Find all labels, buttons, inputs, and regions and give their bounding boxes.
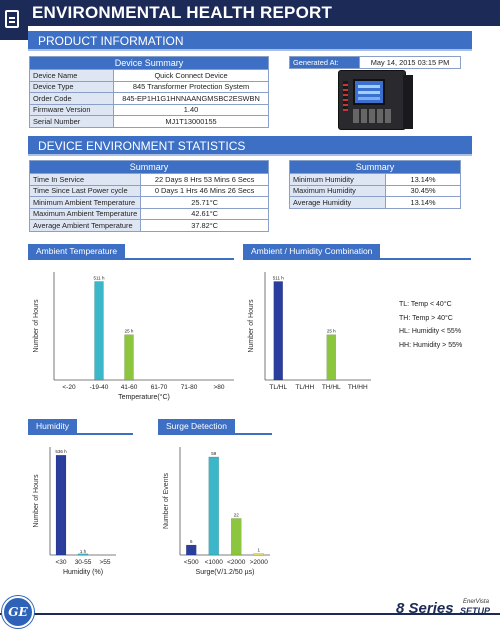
table-row: Average Ambient Temperature 37.82°C [30, 220, 269, 232]
series-label: 8 Series [396, 600, 454, 617]
product-section-header [28, 31, 472, 51]
table-row: Device Name Quick Connect Device [30, 70, 269, 82]
y-axis-label: Number of Events [163, 472, 170, 530]
data-label: 536 h [55, 449, 67, 455]
table-row: Minimum Humidity 13.14% [290, 174, 461, 186]
ge-logo: GE [2, 596, 34, 628]
surge-chart-title: Surge Detection [158, 419, 235, 433]
y-axis-label: Number of Hours [33, 299, 40, 353]
x-tick-label: >80 [213, 384, 225, 391]
header-bar [0, 0, 500, 26]
y-axis-label: Number of Hours [248, 299, 255, 353]
document-icon [5, 10, 19, 28]
bar [254, 553, 264, 555]
device-summary-table [29, 56, 269, 128]
x-tick-label: TH/HL [321, 384, 341, 391]
humidity-chart-title: Humidity [28, 419, 77, 433]
combo-chart-title: Ambient / Humidity Combination [243, 244, 380, 258]
env-section-header [28, 136, 472, 156]
x-tick-label: <1000 [204, 559, 223, 566]
humidity-chart [28, 437, 138, 587]
x-tick-label: 61-70 [150, 384, 168, 391]
x-tick-label: TL/HH [295, 384, 315, 391]
table-row: Average Humidity 13.14% [290, 197, 461, 209]
surge-chart-underline [158, 433, 272, 435]
generated-at-value: May 14, 2015 03:15 PM [360, 57, 461, 69]
x-tick-label: -19-40 [89, 384, 109, 391]
legend-item: HL: Humidity < 55% [399, 328, 462, 335]
bar [95, 281, 104, 380]
temp-chart-title: Ambient Temperature [28, 244, 125, 258]
data-label: 1 h [79, 548, 87, 554]
y-axis-label: Number of Hours [33, 474, 40, 528]
legend-item: TL: Temp < 40°C [399, 301, 452, 308]
bar [186, 545, 196, 555]
table-row: Firmware Version 1.40 [30, 104, 269, 116]
bar [327, 335, 336, 380]
generated-at-label: Generated At: [290, 57, 360, 69]
humidity-summary-title: Summary [290, 161, 461, 174]
x-tick-label: 71-80 [180, 384, 198, 391]
bar [209, 457, 219, 555]
data-label: 22 [233, 512, 239, 518]
x-tick-label: <2000 [227, 559, 246, 566]
combo-legend [399, 298, 462, 352]
data-label: 1 [257, 547, 261, 553]
legend-item: TH: Temp > 40°C [399, 314, 453, 322]
setup-label: SETUP [460, 606, 491, 616]
data-label: 511 h [93, 275, 105, 281]
bar [274, 281, 283, 380]
device-image [338, 70, 406, 130]
table-row: Minimum Ambient Temperature 25.71°C [30, 197, 269, 209]
table-row: Maximum Humidity 30.45% [290, 185, 461, 197]
x-tick-label: <-20 [62, 384, 76, 391]
x-tick-label: <30 [55, 559, 67, 566]
table-row: Serial Number MJ1T13000155 [30, 116, 269, 128]
x-tick-label: TH/HH [347, 384, 368, 391]
x-axis-label: Surge(V/1.2/50 µs) [195, 569, 255, 576]
legend-item: HH: Humidity > 55% [399, 341, 463, 349]
bar [78, 554, 88, 555]
x-tick-label: TL/HL [269, 384, 288, 391]
data-label: 25 h [124, 328, 134, 334]
surge-chart [158, 437, 276, 587]
x-axis-label: Temperature(°C) [118, 394, 170, 401]
combo-chart-underline [243, 258, 471, 260]
product-section-title: PRODUCT INFORMATION [38, 34, 184, 48]
env-section-title: DEVICE ENVIRONMENT STATISTICS [38, 139, 246, 153]
x-tick-label: 30-55 [74, 559, 92, 566]
bar [56, 455, 66, 555]
table-row: Time In Service 22 Days 8 Hrs 53 Mins 6 Secs [30, 174, 269, 186]
data-label: 6 [189, 539, 193, 545]
temp-chart-underline [28, 258, 234, 260]
bar [231, 518, 241, 555]
humidity-chart-underline [28, 433, 133, 435]
table-row: Time Since Last Power cycle 0 Days 1 Hrs 46 Mins 26 Secs [30, 185, 269, 197]
page-title: ENVIRONMENTAL HEALTH REPORT [32, 3, 333, 22]
x-axis-label: Humidity (%) [62, 569, 104, 576]
env-summary-table [29, 160, 269, 232]
combo-chart [243, 262, 373, 412]
bar [125, 335, 134, 380]
humidity-summary-table [289, 160, 461, 209]
data-label: 25 h [326, 328, 336, 334]
table-row: Order Code 845-EP1H1G1HNNAANGMSBC2ESWBN [30, 93, 269, 105]
header-accent [0, 26, 28, 40]
x-tick-label: >2000 [249, 559, 268, 566]
x-tick-label: 41-60 [120, 384, 138, 391]
data-label: 59 [211, 450, 217, 456]
data-label: 511 h [272, 275, 284, 281]
x-tick-label: >55 [99, 559, 111, 566]
table-row: Device Type 845 Transformer Protection System [30, 81, 269, 93]
generated-at-table [289, 56, 461, 69]
device-summary-title: Device Summary [30, 57, 269, 70]
env-summary-title: Summary [30, 161, 269, 174]
enervista-label: EnerVista [463, 599, 489, 605]
table-row: Maximum Ambient Temperature 42.61°C [30, 208, 269, 220]
temperature-chart [28, 262, 238, 412]
x-tick-label: <500 [183, 559, 199, 566]
